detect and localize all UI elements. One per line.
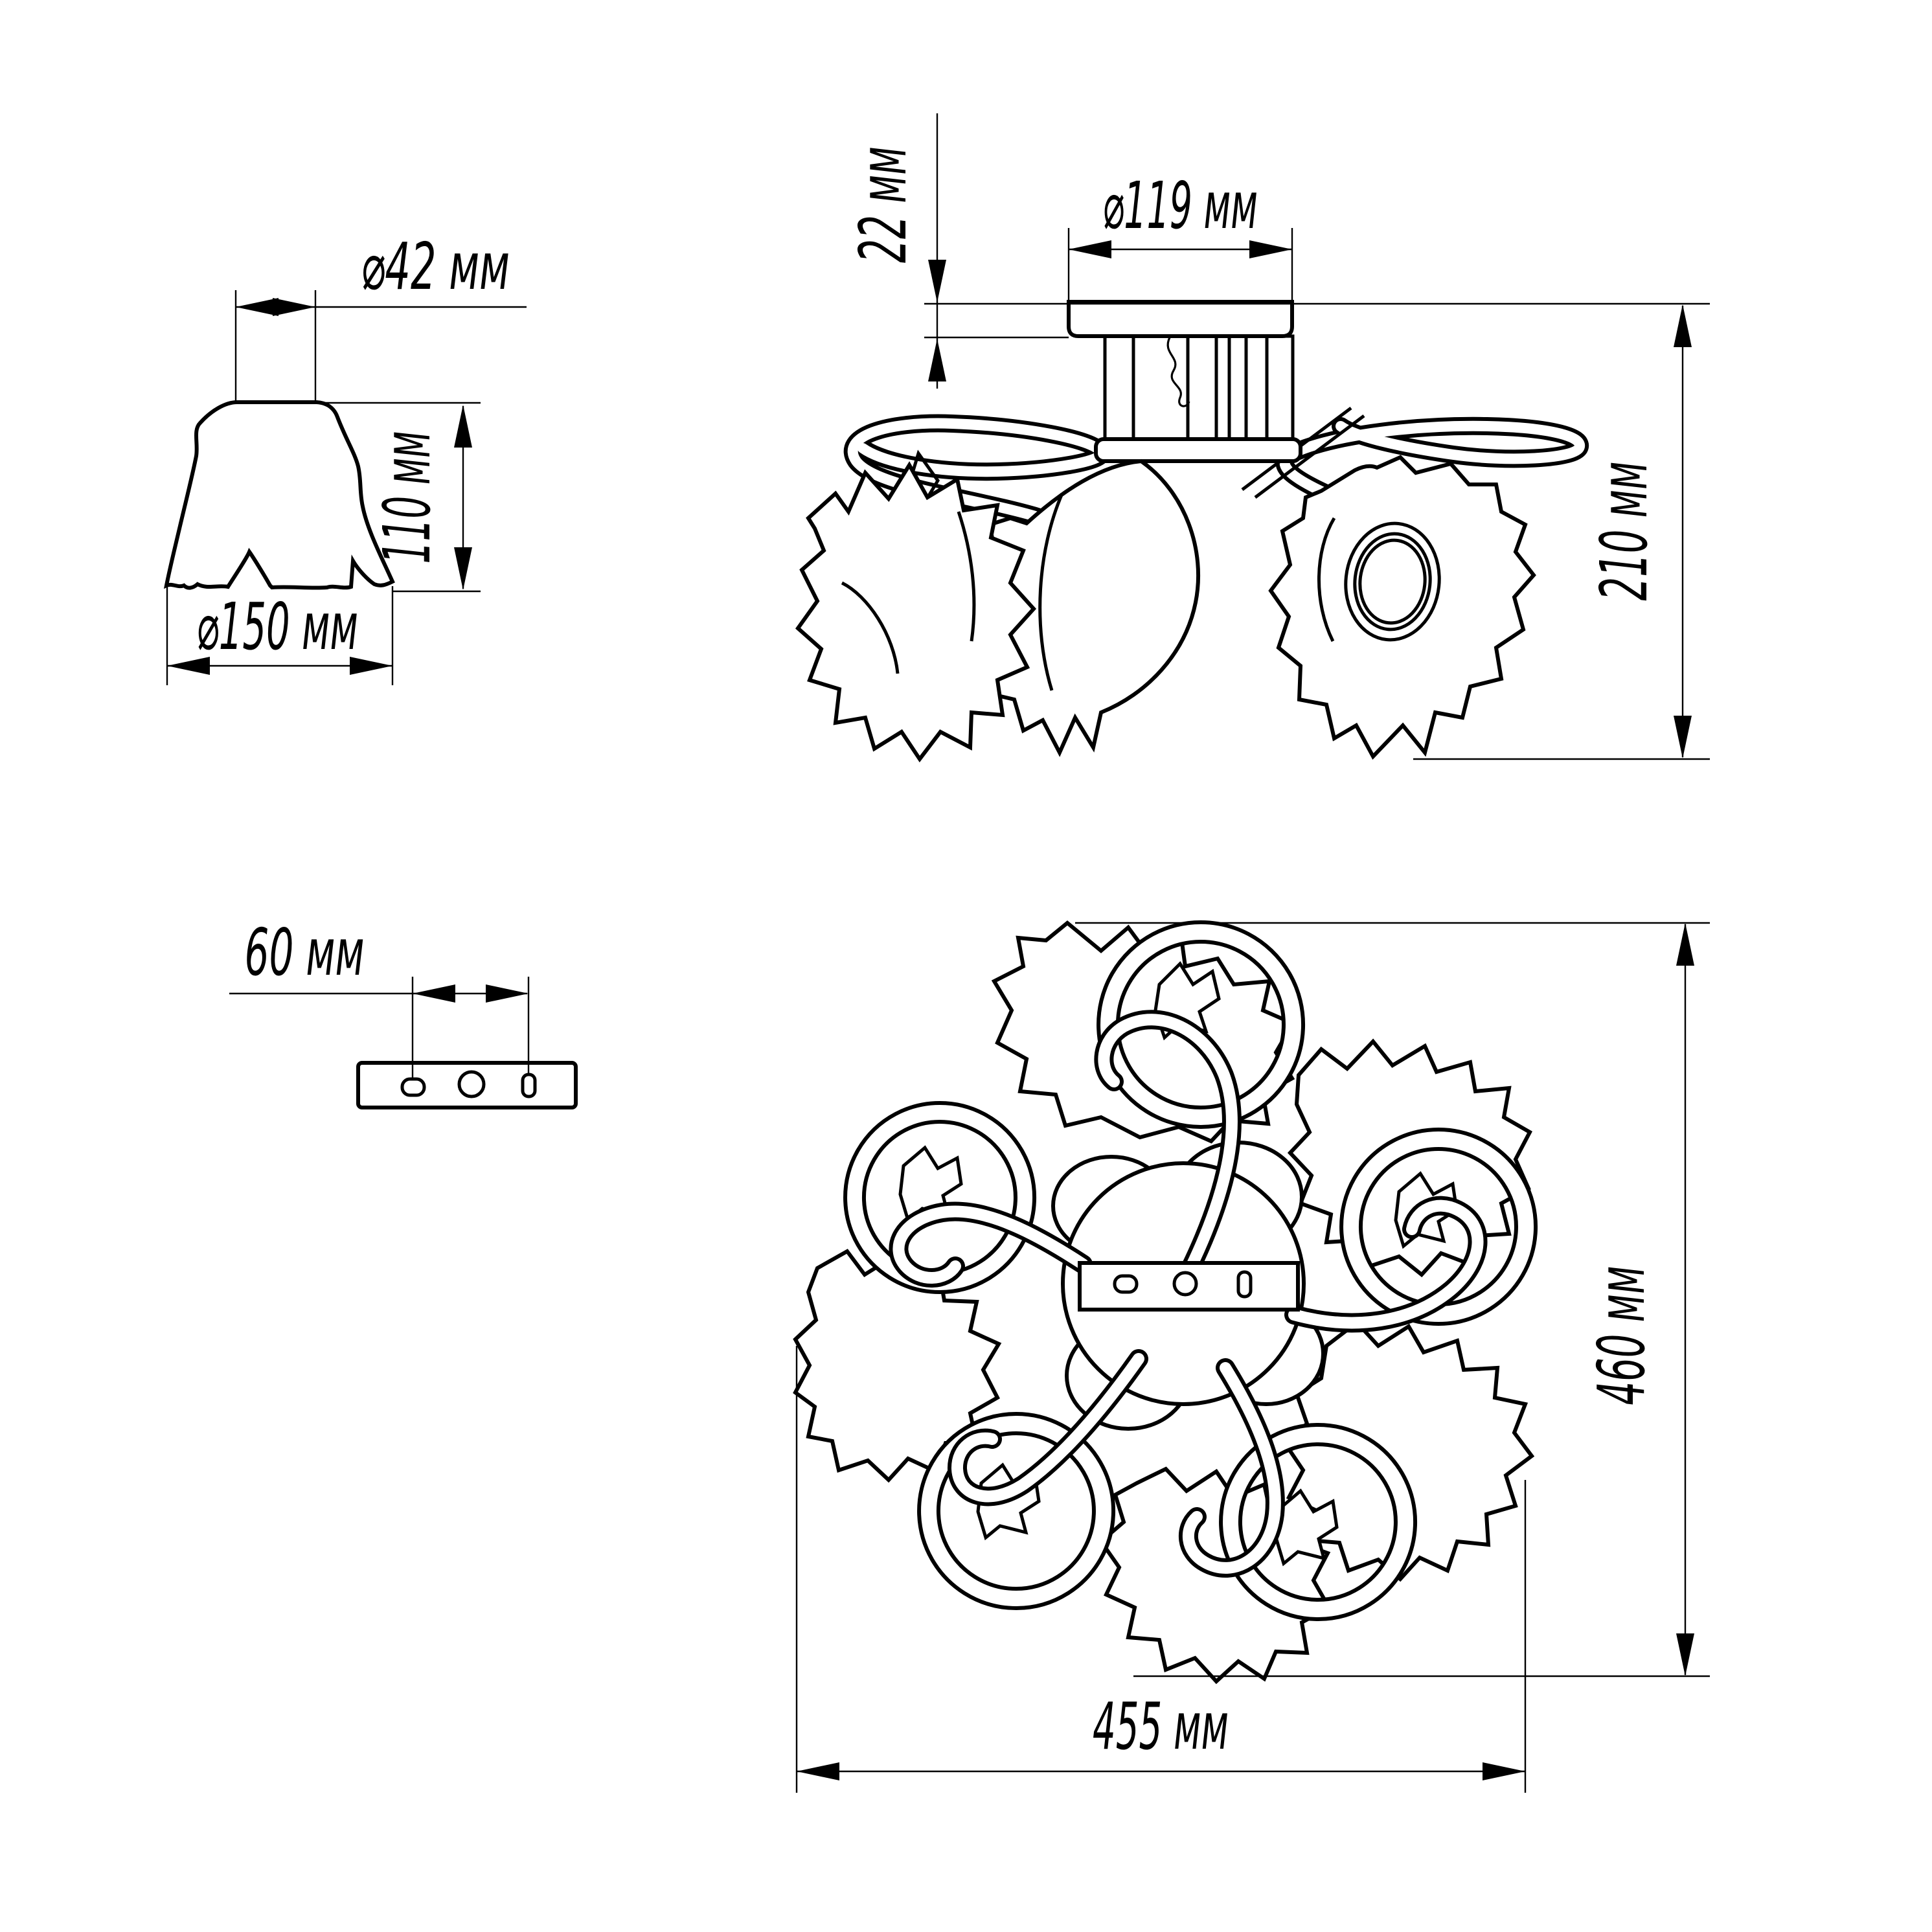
stem-rod (1229, 336, 1246, 451)
bracket-slot-left (402, 1079, 424, 1095)
hub-slot-left (1115, 1276, 1137, 1292)
dim-label-canopy-diameter: ⌀119 мм (1102, 168, 1258, 244)
stem-rod (1188, 336, 1216, 453)
stem-rod (1267, 336, 1293, 450)
hub-slot-right (1238, 1272, 1251, 1297)
dim-label-total-height: 210 мм (1586, 358, 1662, 601)
bracket-slot-right (523, 1074, 535, 1097)
dim-label-shade-top-diameter: ⌀42 мм (361, 229, 510, 304)
dim-label-canopy-height: 22 мм (845, 62, 921, 263)
hub-hole-center (1174, 1273, 1196, 1295)
arm-hub (1096, 439, 1301, 461)
dim-label-depth: 460 мм (1584, 1163, 1659, 1405)
dim-label-hole-spacing: 60 мм (244, 915, 365, 990)
dim-label-width: 455 мм (1093, 1688, 1229, 1764)
dim-label-shade-height: 110 мм (369, 321, 445, 564)
bracket-hole-center (459, 1072, 484, 1097)
ceiling-canopy (1069, 302, 1292, 336)
dim-label-shade-bottom-diameter: ⌀150 мм (196, 589, 358, 665)
